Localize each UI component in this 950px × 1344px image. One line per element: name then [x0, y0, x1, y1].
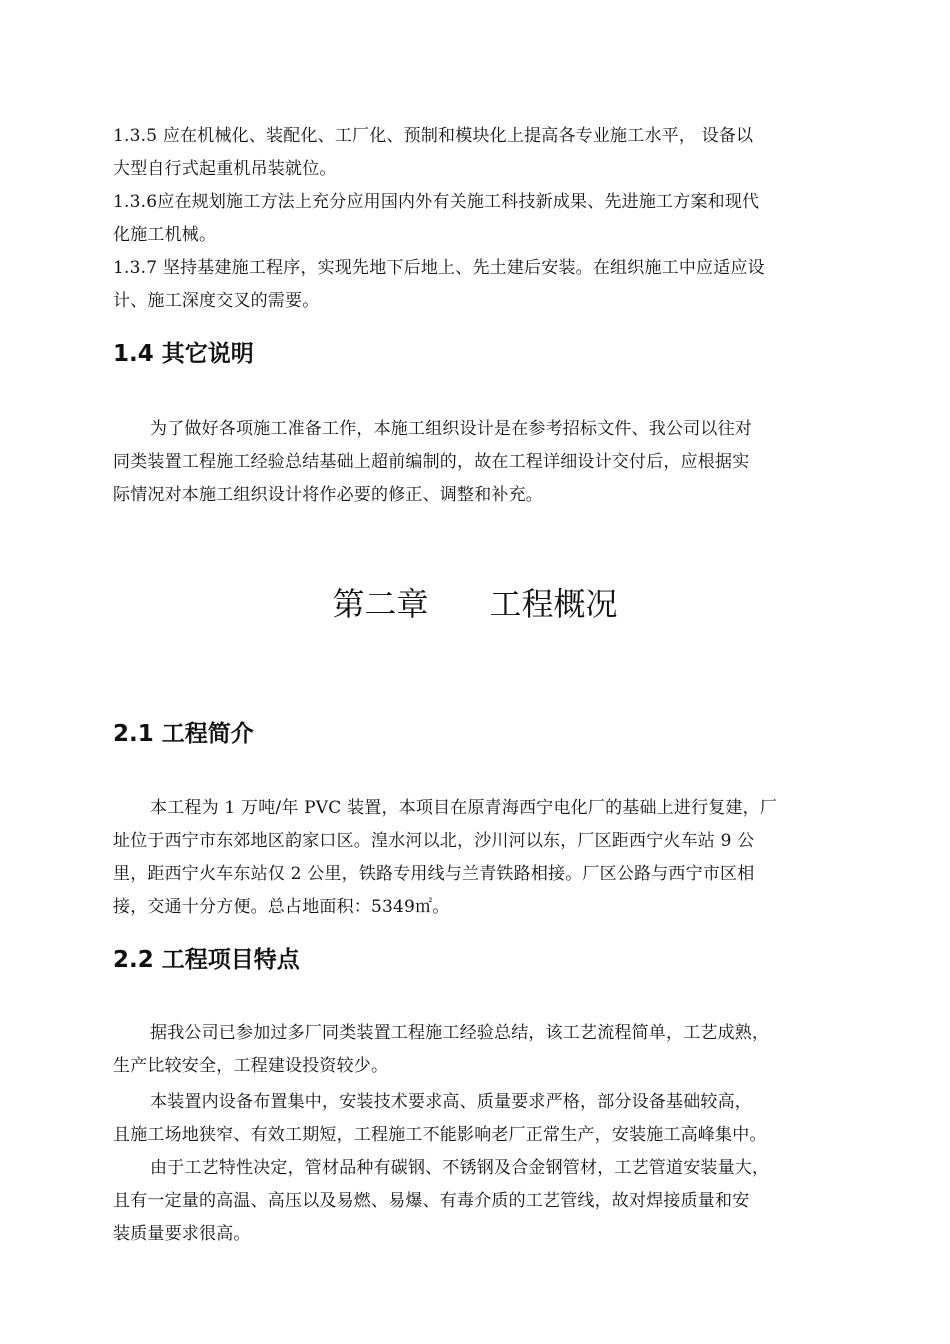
- paragraph-line: 际情况对本施工组织设计将作必要的修正、调整和补充。: [113, 485, 543, 505]
- paragraph-line: 且施工场地狭窄、有效工期短，工程施工不能影响老厂正常生产，安装施工高峰集中。: [113, 1125, 767, 1145]
- paragraph-line: 生产比较安全，工程建设投资较少。: [113, 1056, 389, 1076]
- paragraph-line: 址位于西宁市东郊地区韵家口区。湟水河以北，沙川河以东，厂区距西宁火车站 9 公: [113, 831, 755, 851]
- paragraph-line: 同类装置工程施工经验总结基础上超前编制的，故在工程详细设计交付后，应根据实: [113, 452, 750, 472]
- paragraph-line: 化施工机械。: [113, 225, 217, 245]
- paragraph-line: 1.3.6应在规划施工方法上充分应用国内外有关施工科技新成果、先进施工方案和现代: [113, 192, 760, 212]
- section-heading-2-1: 2.1 工程简介: [113, 721, 254, 747]
- paragraph-line: 接，交通十分方便。总占地面积：5349㎡。: [113, 897, 450, 917]
- paragraph-line: 1.3.7 坚持基建施工程序，实现先地下后地上、先土建后安装。在组织施工中应适应设: [113, 258, 765, 278]
- paragraph-line: 据我公司已参加过多厂同类装置工程施工经验总结，该工艺流程简单，工艺成熟，: [150, 1023, 770, 1043]
- paragraph-line: 且有一定量的高温、高压以及易燃、易爆、有毒介质的工艺管线，故对焊接质量和安: [113, 1191, 750, 1211]
- paragraph-line: 里，距西宁火车东站仅 2 公里，铁路专用线与兰青铁路相接。厂区公路与西宁市区相: [113, 864, 755, 884]
- paragraph-line: 本装置内设备布置集中，安装技术要求高、质量要求严格，部分设备基础较高，: [150, 1092, 752, 1112]
- paragraph-line: 大型自行式起重机吊装就位。: [113, 159, 337, 179]
- section-heading-2-2: 2.2 工程项目特点: [113, 947, 300, 973]
- paragraph-line: 本工程为 1 万吨/年 PVC 装置，本项目在原青海西宁电化厂的基础上进行复建，厂: [150, 798, 778, 818]
- paragraph-line: 由于工艺特性决定，管材品种有碳钢、不锈钢及合金钢管材，工艺管道安装量大，: [150, 1158, 770, 1178]
- chapter-title: 第二章 工程概况: [332, 585, 618, 623]
- section-heading-1-4: 1.4 其它说明: [113, 341, 254, 367]
- paragraph-line: 1.3.5 应在机械化、装配化、工厂化、预制和模块化上提高各专业施工水平， 设备以: [113, 126, 754, 146]
- paragraph-line: 装质量要求很高。: [113, 1224, 251, 1244]
- paragraph-line: 计、施工深度交叉的需要。: [113, 291, 320, 311]
- paragraph-line: 为了做好各项施工准备工作，本施工组织设计是在参考招标文件、我公司以往对: [150, 419, 752, 439]
